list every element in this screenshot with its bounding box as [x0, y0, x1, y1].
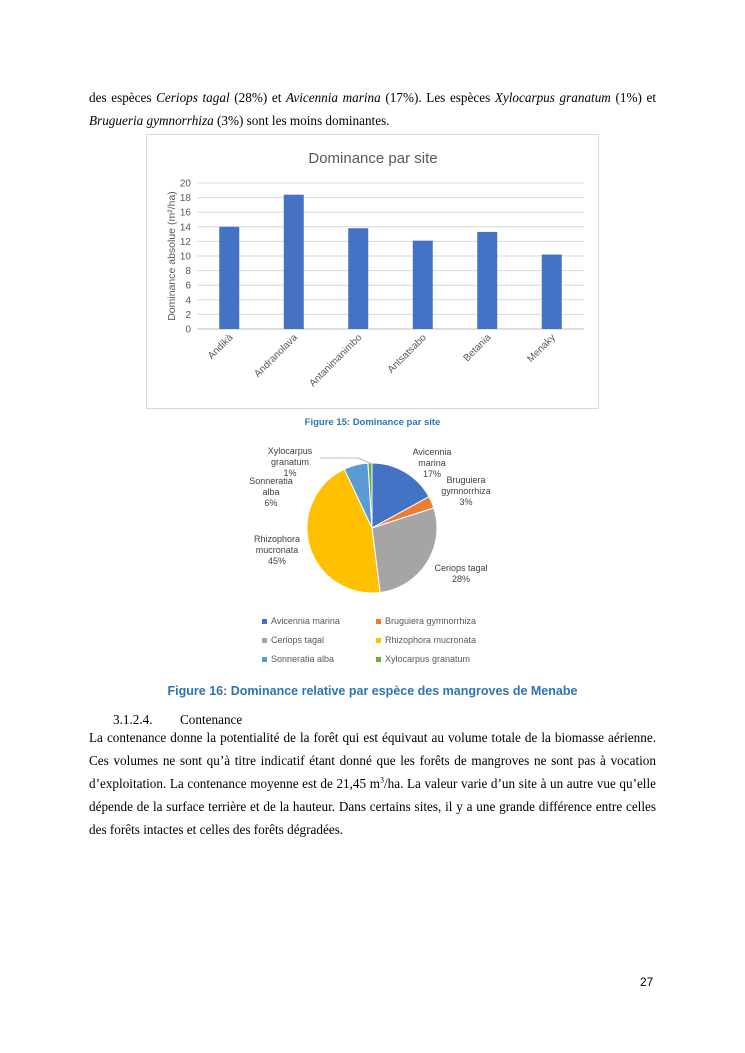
- slice-label-line: granatum: [270, 457, 310, 467]
- slice-label-line: 28%: [451, 574, 471, 584]
- pie-chart-dominance-relative: [208, 436, 536, 676]
- legend-swatch: [262, 638, 267, 643]
- bar: [284, 195, 304, 329]
- bar: [348, 228, 368, 329]
- page-number: 27: [640, 975, 654, 989]
- intro-text: (1%) et: [610, 90, 656, 105]
- slice-label-line: Bruguiera: [446, 475, 486, 485]
- x-tick-label: Menaky: [525, 332, 558, 365]
- y-tick-label: 10: [179, 251, 191, 263]
- contenance-paragraph: [89, 726, 656, 841]
- y-tick-label: 12: [179, 236, 191, 248]
- slice-label-line: gymnorrhiza: [441, 486, 491, 496]
- legend-label: Sonneratia alba: [271, 654, 335, 664]
- y-tick-label: 6: [185, 280, 191, 292]
- intro-text: (28%) et: [229, 90, 287, 105]
- slice-label-line: alba: [262, 487, 280, 497]
- slice-label-line: Ceriops tagal: [434, 563, 488, 573]
- bar: [219, 227, 239, 329]
- contenance-text: La contenance donne la potentialité de la forêt qui est équivaut au volume totale de la biomasse aérienne. Ces volumes ne sont qu’à titre indicatif étant donné que les forêts de mangroves ne sont pas à vocation d’exploitation. La contenance moyenne est de 21,45 m: [89, 730, 656, 791]
- slice-label: [441, 475, 491, 507]
- slice-label-line: marina: [418, 458, 446, 468]
- intro-text: (3%) sont les moins dominantes.: [213, 113, 390, 128]
- bar: [477, 232, 497, 329]
- x-tick-label: Antsatsabo: [385, 332, 429, 376]
- legend-label: Rhizophora mucronata: [385, 635, 477, 645]
- legend-swatch: [376, 619, 381, 624]
- y-tick-label: 8: [185, 266, 191, 278]
- bar: [542, 255, 562, 329]
- y-tick-label: 4: [185, 295, 191, 307]
- figure-16-caption: Figure 16: Dominance relative par espèce des mangroves de Menabe: [167, 684, 578, 698]
- x-tick-label: Andikà: [205, 332, 236, 362]
- legend-swatch: [376, 657, 381, 662]
- species-name: Xylocarpus granatum: [494, 90, 611, 105]
- contenance-text: /ha. La valeur varie d’un site à un autre vue qu’elle dépende de la surface terrière et de la hauteur. Dans certains sites, il y a une grande différence entre celles des forêts intactes et celles des forêts dégradées.: [89, 776, 656, 837]
- intro-paragraph: [89, 86, 656, 132]
- slice-label: [249, 476, 293, 508]
- y-tick-label: 16: [179, 207, 191, 219]
- legend-label: Avicennia marina: [271, 616, 340, 626]
- slice-label-line: 3%: [459, 497, 473, 507]
- slice-label: [434, 563, 487, 584]
- slice-label: [254, 534, 300, 566]
- x-tick-label: Antanimanimbo: [307, 332, 365, 390]
- slice-label-line: 45%: [267, 556, 287, 566]
- legend-label: Bruguiera gymnorrhiza: [385, 616, 477, 626]
- chart-title: Dominance par site: [308, 150, 438, 167]
- slice-label: [268, 446, 313, 478]
- slice-label-line: Rhizophora: [253, 534, 301, 544]
- species-name: Avicennia marina: [286, 90, 381, 105]
- species-name: Brugueria gymnorrhiza: [89, 113, 214, 128]
- slice-label-line: 1%: [283, 468, 297, 478]
- slice-label-line: 6%: [264, 498, 278, 508]
- y-tick-label: 2: [185, 309, 191, 321]
- x-tick-label: Betania: [461, 332, 494, 365]
- species-name: Ceriops tagal: [156, 90, 230, 105]
- x-tick-label: Andranolava: [252, 332, 300, 380]
- intro-text: (17%). Les espèces: [380, 90, 495, 105]
- intro-text: des espèces: [89, 90, 157, 105]
- slice-label-line: Avicennia: [412, 447, 452, 457]
- legend-swatch: [262, 657, 267, 662]
- y-tick-label: 20: [179, 178, 191, 190]
- bar-chart-svg: [147, 135, 598, 408]
- section-number: 3.1.2.4.: [113, 712, 153, 727]
- superscript: 3: [379, 775, 384, 785]
- pie-chart-svg: [208, 436, 536, 676]
- slice-label-line: Xylocarpus: [267, 446, 313, 456]
- legend-swatch: [376, 638, 381, 643]
- y-axis-label: Dominance absolue (m²/ha): [166, 191, 178, 321]
- y-tick-label: 0: [185, 324, 191, 336]
- legend-swatch: [262, 619, 267, 624]
- bar: [413, 241, 433, 329]
- y-tick-label: 14: [179, 222, 191, 234]
- legend-label: Ceriops tagal: [271, 635, 325, 645]
- bar-chart-dominance-par-site: [146, 134, 599, 409]
- slice-label-line: mucronata: [255, 545, 299, 555]
- slice-label-line: 17%: [422, 469, 442, 479]
- legend-label: Xylocarpus granatum: [385, 654, 471, 664]
- y-tick-label: 18: [179, 193, 191, 205]
- section-title: Contenance: [180, 712, 243, 727]
- slice-label-line: Sonneratia: [249, 476, 293, 486]
- figure-15-caption: Figure 15: Dominance par site: [304, 417, 441, 428]
